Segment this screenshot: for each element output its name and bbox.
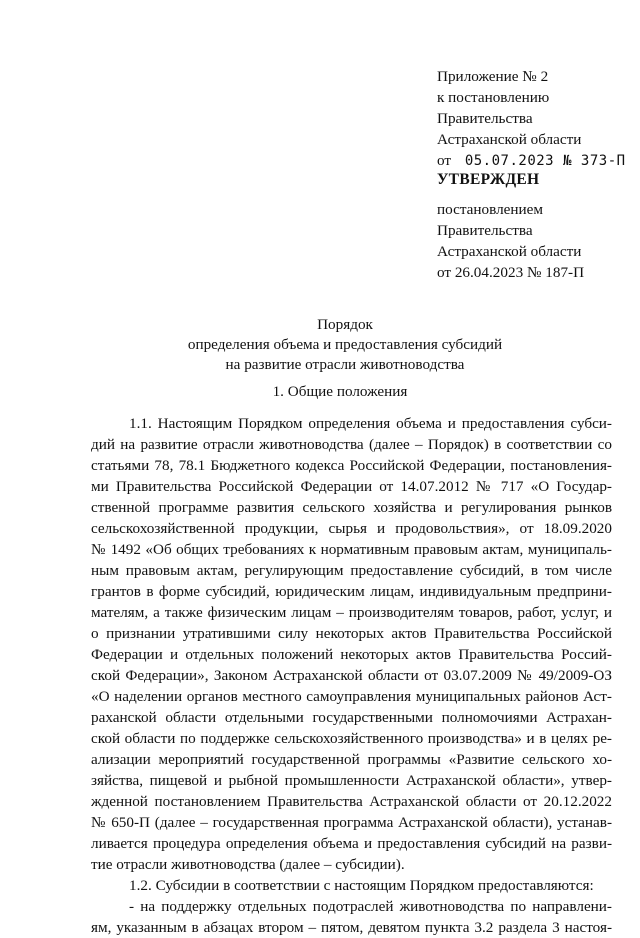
document-title (150, 315, 540, 375)
body-line: 1.1. Настоящим Порядком определения объема и предоставления субси- (129, 415, 612, 432)
body-line: жденной постановлением Правительства Астраханской области от 20.12.2022 (91, 793, 612, 810)
body-line: Федерации и отдельных положений некоторых актов Правительства Россий- (91, 646, 612, 663)
body-line: ным правовым актам, регулирующим предоставление субсидий, в том числе (91, 562, 612, 579)
body-line: ственной программе развития сельского хозяйства и регулирования рынков (91, 499, 612, 516)
appendix-line: Приложение № 2 (437, 68, 549, 85)
appendix-line: к постановлению (437, 89, 550, 106)
body-line: грантов в форме субсидий, юридическим лицам, индивидуальным предприни- (91, 583, 612, 600)
body-line: № 1492 «Об общих требованиях к нормативным правовым актам, муниципаль- (91, 541, 612, 558)
body-line: ливается процедура определения объема и предоставления субсидий на разви- (91, 835, 612, 852)
body-line: ализации мероприятий государственной программы «Развитие сельского хо- (91, 751, 612, 768)
body-line: дий на развитие отрасли животноводства (далее – Порядок) в соответствии со (91, 436, 612, 453)
appendix-block (437, 66, 626, 172)
body-line: ской Федерации», Законом Астраханской области от 03.07.2009 № 49/2009-ОЗ (91, 667, 612, 684)
body-line: 1.2. Субсидии в соответствии с настоящим Порядком предоставляются: (129, 877, 594, 894)
appendix-line: Астраханской области (437, 131, 582, 148)
approved-line: Правительства (437, 222, 533, 239)
body-line: раханской области отдельными государственными полномочиями Астрахан- (91, 709, 612, 726)
approved-heading: УТВЕРЖДЕН (437, 171, 540, 188)
title-line: на развитие отрасли животноводства (225, 356, 465, 373)
body-line: № 650-П (далее – государственная программа Астраханской области), устанав- (91, 814, 612, 831)
title-line: определения объема и предоставления субсидий (187, 336, 503, 353)
body-line: ми Правительства Российской Федерации от 14.07.2012 № 717 «О Государ- (91, 478, 612, 495)
approved-line: от 26.04.2023 № 187-П (437, 264, 585, 281)
body-line: о признании утратившими силу некоторых актов Правительства Российской (91, 625, 612, 642)
appendix-date-line (437, 150, 626, 172)
approved-line: постановлением (437, 201, 544, 218)
body-line: «О наделении органов местного самоуправления муниципальных районов Аст- (91, 688, 612, 705)
date-stamp: 05.07.2023 № 373-П (464, 153, 626, 169)
body-line: ской области по поддержке сельскохозяйственного производства» и в целях ре- (91, 730, 612, 747)
section-heading: 1. Общие положения (272, 383, 408, 400)
appendix-line: Правительства (437, 110, 533, 127)
body-line: зяйства, пищевой и рыбной промышленности Астраханской области», утвер- (91, 772, 612, 789)
body-line: тие отрасли животноводства (далее – субсидии). (91, 856, 405, 873)
body-line: мателям, а также физическим лицам – производителям товаров, работ, услуг, и (91, 604, 612, 621)
approved-line: Астраханской области (437, 243, 582, 260)
body-text (91, 413, 612, 938)
approved-block (437, 199, 584, 283)
body-line: статьями 78, 78.1 Бюджетного кодекса Российской Федерации, постановления- (91, 457, 612, 474)
body-line: ям, указанным в абзацах втором – пятом, девятом пункта 3.2 раздела 3 настоя- (91, 919, 612, 936)
body-line: сельскохозяйственной продукции, сырья и продовольствия», от 18.09.2020 (91, 520, 612, 537)
date-prefix: от (437, 152, 452, 169)
title-line: Порядок (317, 316, 373, 333)
body-line: - на поддержку отдельных подотраслей животноводства по направлени- (129, 898, 612, 915)
